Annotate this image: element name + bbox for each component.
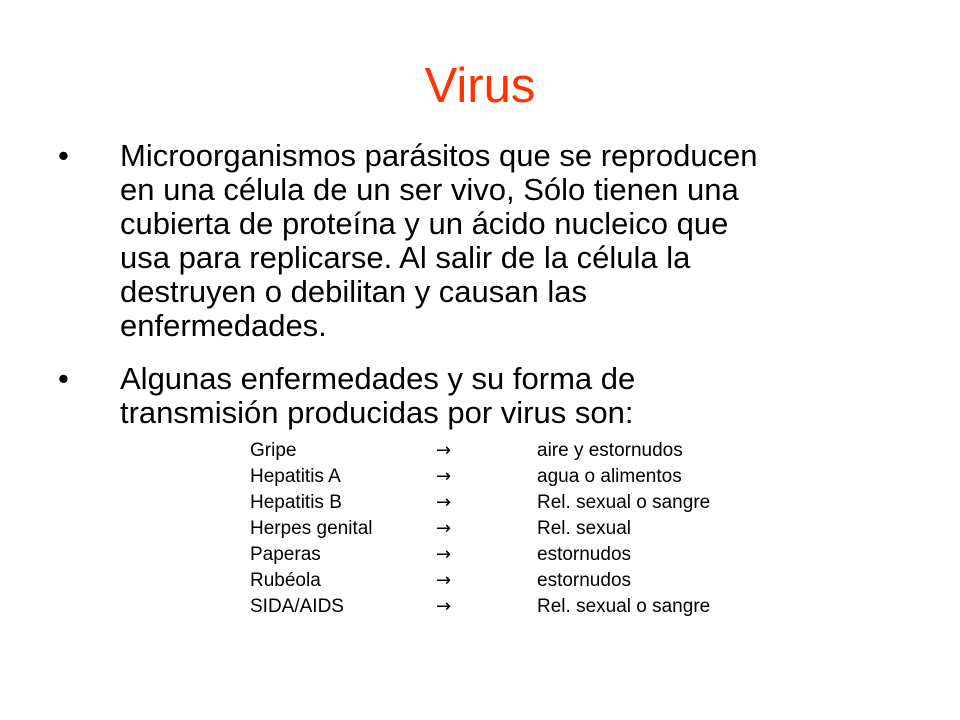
arrow-right-icon: → [436, 570, 452, 591]
disease-name: Paperas [250, 544, 321, 565]
arrow-right-icon: → [436, 544, 452, 565]
arrow-right-icon: → [436, 492, 452, 513]
arrow-right-icon: → [436, 518, 452, 539]
transmission-mode: Rel. sexual o sangre [537, 492, 711, 513]
text-line: usa para replicarse. Al salir de la célula la [120, 240, 691, 275]
table-row [250, 568, 810, 594]
bullet-icon: • [58, 138, 69, 173]
text-line: en una célula de un ser vivo, Sólo tienen una [120, 172, 739, 207]
transmission-table [250, 438, 810, 620]
transmission-mode: agua o alimentos [537, 466, 682, 487]
arrow-right-icon: → [436, 466, 452, 487]
bullet-text [120, 139, 900, 343]
table-row [250, 490, 810, 516]
slide-title: Virus [424, 59, 536, 113]
disease-name: Hepatitis B [250, 492, 342, 513]
bullet-icon: • [58, 361, 69, 396]
disease-name: Rubéola [250, 570, 321, 591]
text-line: enfermedades. [120, 308, 327, 343]
transmission-mode: Rel. sexual o sangre [537, 596, 711, 617]
disease-name: SIDA/AIDS [250, 596, 344, 617]
bullet-text [120, 362, 900, 430]
arrow-right-icon: → [436, 596, 452, 617]
arrow-right-icon: → [436, 440, 452, 461]
table-row [250, 542, 810, 568]
transmission-mode: Rel. sexual [537, 518, 631, 539]
text-line: Microorganismos parásitos que se reproducen [120, 138, 758, 173]
transmission-mode: estornudos [537, 570, 632, 591]
table-row [250, 464, 810, 490]
table-row [250, 516, 810, 542]
text-line: cubierta de proteína y un ácido nucleico que [120, 206, 729, 241]
disease-name: Gripe [250, 440, 297, 461]
table-row [250, 438, 810, 464]
table-row [250, 594, 810, 620]
disease-name: Hepatitis A [250, 466, 341, 487]
text-line: Algunas enfermedades y su forma de [120, 361, 636, 396]
disease-name: Herpes genital [250, 518, 373, 539]
transmission-mode: aire y estornudos [537, 440, 683, 461]
text-line: destruyen o debilitan y causan las [120, 274, 588, 309]
text-line: transmisión producidas por virus son: [120, 395, 634, 430]
transmission-mode: estornudos [537, 544, 632, 565]
